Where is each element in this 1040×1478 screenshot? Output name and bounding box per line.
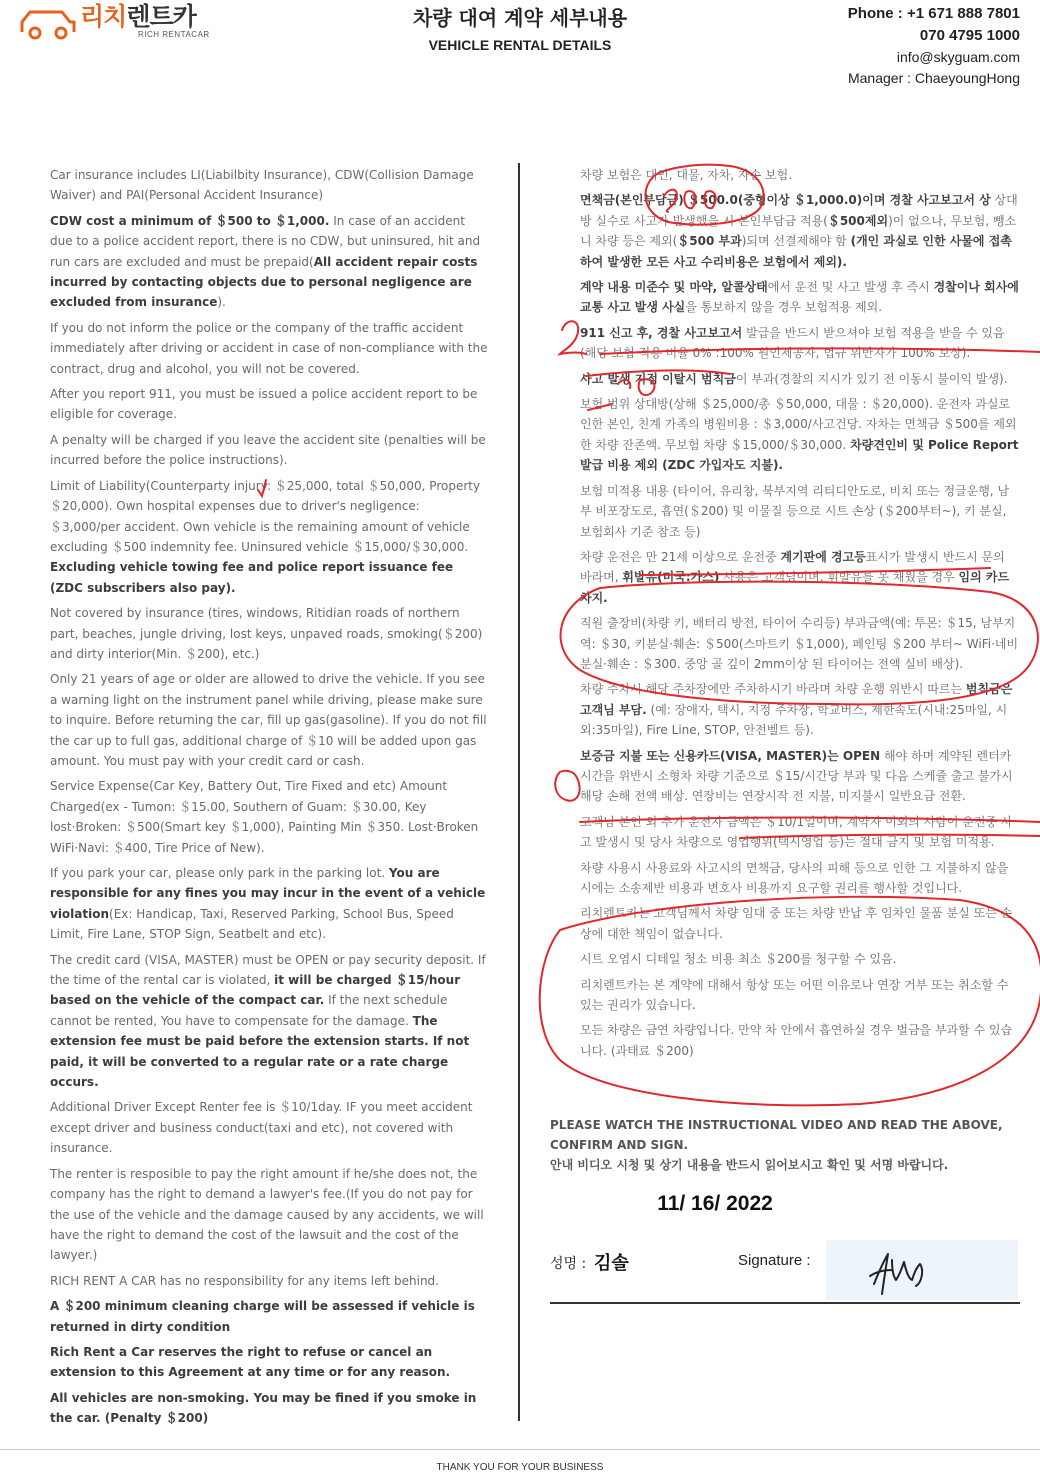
term-additional-driver: Additional Driver Except Renter fee is ＄10/1day. IF you meet accident except driver and business conduct(taxi and etc), not covered with insurance. [50,1100,473,1156]
logo-korean-text: 리치렌트카 [80,2,196,31]
number-one-mark [555,771,579,801]
term-cdw: CDW cost a minimum of ＄500 to ＄1,000. In case of an accident due to a police accident report, there is no CDW, but uninsured, hit and run cars are excluded and must be prepaid(All accident repair costs incurred by contacting objects due to personal negligence are excluded from insurance). [50,213,481,310]
kterm-coverage: 보험 범위 상대방(상해 ＄25,000/총 ＄50,000, 대물 : ＄20,000). 운전자 과실로 인한 본인, 친계 가족의 병원비용 : ＄3,000/사고건당. 자차는 면책금 ＄500를 제외한 차량 잔존액. 무보험 차량 ＄15,000/＄30,000. 차량견인비 및 Police Report 발급 비용 제외 (ZDC 가입자도 지불). [580,397,1019,473]
kterm-leave-site: 사고 발생 지점 이탈시 범칙금이 부과(경찰의 지시가 있기 전 이동시 불이익 발생). [580,371,1008,386]
kterm-items-left: 리치렌트카는 고객님께서 차량 임대 중 또는 차량 반납 후 임차인 물품 분실 또는 손상에 대한 책임이 없습니다. [580,906,1013,941]
term-driver-age: Only 21 years of age or older are allowed to drive the vehicle. If you see a warning light on the instrument panel while driving, please make sure to inquire. Before returning the car, fill up gas(gasoline). If you do not fill the car up to full gas, additional charge of ＄10 will be added upon gas amount. You must pay with your credit card or cash. [50,672,487,768]
logo-english-text: RICH RENTACAR [138,30,210,39]
kterm-lawsuit: 차량 사용시 사용료와 사고시의 면책금, 당사의 피해 등으로 인한 그 지불하지 않을 시에는 소송제반 비용과 변호사 비용까지 요구할 권리를 행사할 것입니다. [580,860,1009,895]
title-english: VEHICLE RENTAL DETAILS [428,37,612,53]
term-credit-card: The credit card (VISA, MASTER) must be OPEN or pay security deposit. If the time of the rental car is violated, it will be charged ＄15/hour based on the vehicle of the compact car. If the next schedule cannot be rented, You have to compensate for the damage. The extension fee must be paid before the extension starts. If not paid, it will be converted to a regular rate or a rate charge occurs. [50,952,486,1090]
signature-box[interactable] [826,1240,1018,1300]
footer-divider [0,1449,1040,1450]
kterm-parking: 차량 주차시 해당 주차장에만 주차하시기 바라며 차량 운행 위반시 따르는 범칙금은 고객님 부담. (예: 장애자, 택시, 지정 주차장, 학교버스, 제한속도(시내:25마일, 시외:35마일), Fire Line, STOP, 안전벨트 등). [580,682,1013,738]
term-not-covered: Not covered by insurance (tires, windows, Ritidian roads of northern part, beaches, jungle driving, lost keys, unpaved roads, smoking(＄200) and dirty interior(Min. ＄200), etc.) [50,606,483,661]
term-extension-refuse: Rich Rent a Car reserves the right to refuse or cancel an extension to this Agreement at any time or for any reason. [50,1344,451,1380]
term-non-smoking: All vehicles are non-smoking. You may be fined if you smoke in the car. (Penalty ＄200) [50,1390,477,1426]
email-address: info@skyguam.com [896,49,1020,65]
term-parking: If you park your car, please only park in the parking lot. You are responsible for any fines you may incur in the event of a vehicle violation(Ex: Handicap, Taxi, Reserved Parking, School Bus, Speed Limit, Fire Lane, STOP Sign, Seatbelt and etc). [50,866,486,942]
term-liability: Limit of Liability(Counterparty injury: ＄25,000, total ＄50,000, Property ＄20,000). Own hospital expenses due to driver's negligence: ＄3,000/per accident. Own vehicle is the remaining amount of vehicle excluding ＄500 indemnity fee. Uninsured vehicle ＄15,000/＄30,000. Excluding vehicle towing fee and police report issuance fee (ZDC subscribers also pay). [50,478,481,595]
signature-label: Signature : [738,1252,811,1269]
footer-text: THANK YOU FOR YOUR BUSINESS [436,1462,604,1473]
kterm-not-covered: 보험 미적용 내용 (타이어, 유리창, 북부지역 리티디안도로, 비치 또는 정글운행, 남부 비포장도로, 흡연(＄200) 및 이물질 등으로 시트 손상 (＄200부터~), 키 분실, 보험회사 기준 참조 등) [580,483,1010,539]
renter-name: 김솔 [594,1253,629,1274]
term-cleaning: A ＄200 minimum cleaning charge will be assessed if vehicle is returned in dirty condition [50,1299,475,1334]
term-911-report: After you report 911, you must be issued a police accident report to be eligible for coverage. [50,387,478,422]
term-penalty: A penalty will be charged if you leave the accident site (penalties will be incurred before the police instructions). [50,432,486,468]
contract-date: 11/ 16/ 2022 [657,1192,773,1215]
column-divider [518,163,520,1421]
handwritten-signature [826,1240,1018,1300]
kterm-insurance: 차량 보험은 대인, 대물, 자차, 자손 보험. [580,168,793,182]
english-terms-column [50,165,490,1434]
name-label: 성명 : [550,1256,587,1272]
term-items-left: RICH RENT A CAR has no responsibility for any items left behind. [50,1273,439,1288]
kterm-driver-age: 차량 운전은 만 21세 이상으로 운전중 계기판에 경고등표시가 발생시 반드시 문의 바라며, 휘발유(미국:가스) 사용은 고객님이며, 휘발유를 못 채웠을 경우 임의 카드 차지. [580,549,1010,605]
confirmation-korean: 안내 비디오 시청 및 상기 내용을 반드시 읽어보시고 확인 및 서명 바랍니다. [550,1158,949,1172]
kterm-911: 911 신고 후, 경찰 사고보고서 발급을 반드시 받으셔야 보험 적용을 받을 수 있음(해당 보험 적용 비율 0% :100% 원인제공자, 법규 위반자가 100% 보상). [580,325,1005,361]
kterm-additional-driver: 고객님 본인 외 추가 운전자 금액은 ＄10/1일이며, 계약자 이외의 사람이 운전중 사고 발생시 및 당사 차량으로 영업행위(택시영업 등)는 절대 금지 및 보험 미적용. [580,814,1013,850]
kterm-extension: 리치렌트카는 본 계약에 대해서 항상 또는 어떤 이유로나 연장 거부 또는 취소할 수 있는 권리가 있습니다. [580,977,1009,1013]
term-service-expense: Service Expense(Car Key, Battery Out, Tire Fixed and etc) Amount Charged(ex - Tumon: ＄15.00, Southern of Guam: ＄30.00, Key lost·Broken: ＄500(Smart key ＄1,000), Painting Min ＄350. Lost·Broken WiFi·Navi: ＄400, Tire Price of New). [50,779,479,855]
kterm-service-fee: 직원 출장비(차량 키, 배터리 방전, 타이어 수리등) 부과금액(예: 투몬: ＄15, 남부지역: ＄30, 키분실·훼손: ＄500(스마트키 ＄1,000), 페인팅 ＄200 부터~ WiFi·네비 분실·훼손 : ＄300. 중앙 골 깊이 2mm이상 된 타이어는 전액 실비 배상). [580,616,1019,671]
kterm-credit-card: 보증금 지불 또는 신용카드(VISA, MASTER)는 OPEN 해야 하며 계약된 렌터카 시간을 위반시 소형차 차량 기준으로 ＄15/시간당 부과 및 다음 스케쥴 출고 불가시 해당 손해 전액 배상. 연장비는 연장시작 전 지불, 미지불시 일반요금 전환. [580,748,1013,804]
manager-name: Manager : ChaeyoungHong [847,70,1020,86]
korean-terms-column [580,165,1020,1066]
kterm-noncompliance: 계약 내용 미준수 및 마약, 알콜상태에서 운전 및 사고 발생 후 즉시 경찰이나 회사에 교통 사고 발생 사실을 통보하지 않을 경우 보험적용 제외. [580,280,1019,315]
kterm-cleaning: 시트 오염시 디테일 청소 비용 최소 ＄200를 청구할 수 있음. [580,952,897,967]
term-insurance: Car insurance includes LI(Liabilbity Insurance), CDW(Collision Damage Waiver) and PAI(Personal Accident Insurance) [50,168,474,203]
confirmation-english: PLEASE WATCH THE INSTRUCTIONAL VIDEO AND READ THE ABOVE, CONFIRM AND SIGN. [550,1118,1003,1152]
title-korean: 차량 대여 계약 세부내용 [412,6,628,30]
kterm-deductible: 면책금(본인부담금) ＄500.0(중형이상 ＄1,000.0)이며 경찰 사고보고서 상 상대방 실수로 사고가 발생했을 시 본인부담금 적용(＄500제외)이 없으나, 무보험, 뺑소니 차량 등은 제외(＄500 부과)되며 선결제해야 함 (개인 과실로 인한 사물에 접촉하여 발생한 모든 사고 수리비용은 보험에서 제외). [580,193,1018,269]
phone-primary: Phone : +1 671 888 7801 [847,5,1020,22]
contact-block [848,3,1020,89]
term-police-notice: If you do not inform the police or the company of the traffic accident immediately after driving or accident in case of non-compliance with the contract, drug and alcohol, you will not be covered. [50,320,488,376]
signature-row [550,1240,1020,1304]
phone-secondary: 070 4795 1000 [919,27,1020,44]
kterm-non-smoking: 모든 차량은 금연 차량입니다. 만약 차 안에서 흡연하실 경우 벌금을 부과할 수 있습니다. (과태료 ＄200) [580,1023,1013,1058]
confirmation-notice [550,1115,1020,1175]
term-lawyer-fee: The renter is resposible to pay the right amount if he/she does not, the company has the right to demand a lawyer's fee.(If you do not pay for the use of the vehicle and the damage caused by any accidents, we will have the right to demand the cost of the lawsuit and the cost of the lawyer.) [50,1166,484,1263]
